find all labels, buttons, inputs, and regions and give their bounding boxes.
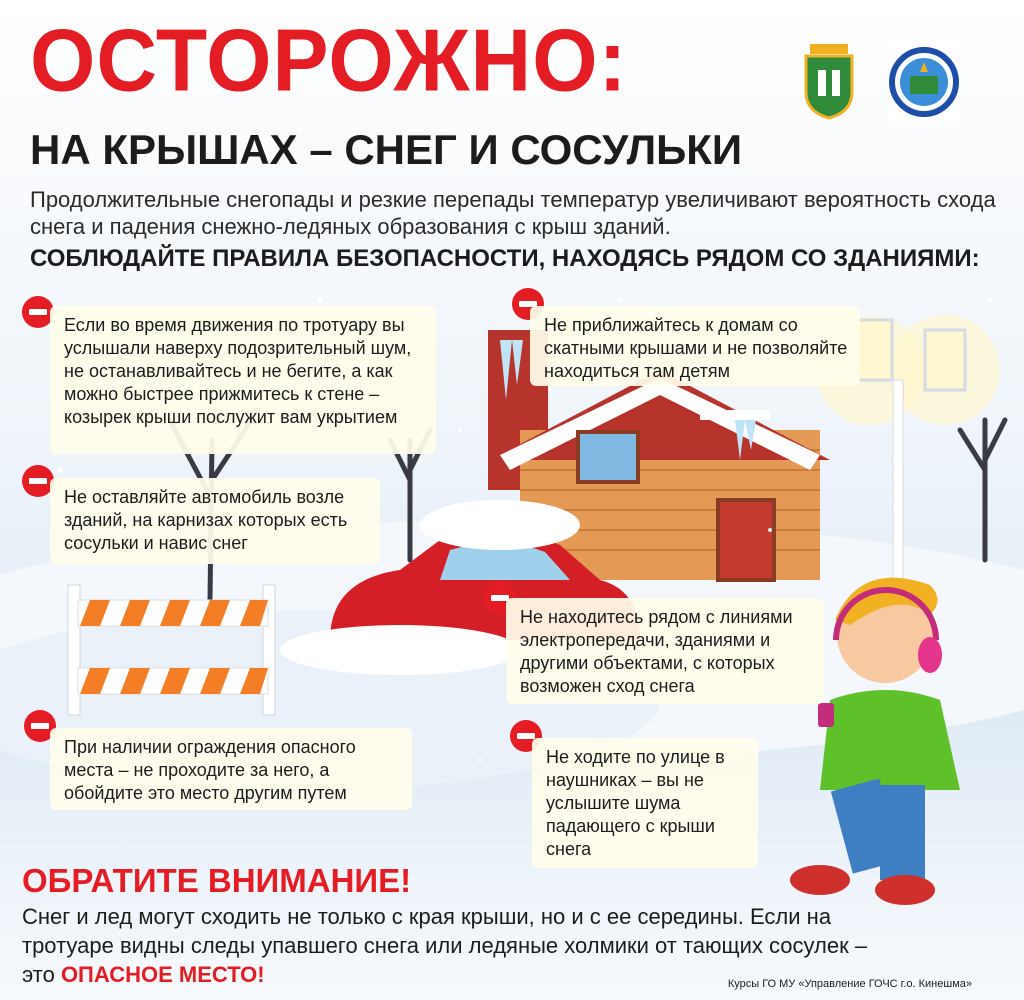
intro-paragraph: Продолжительные снегопады и резкие перепады температур увеличивают вероятность схода снега и падения снежно-ледяных образования с крыш зданий. (30, 187, 996, 239)
rule-text: При наличии ограждения опасного места – не проходите за него, а обойдите это место другим путем (64, 737, 356, 803)
rule-card-4 (506, 598, 824, 704)
rule-card-6 (532, 738, 758, 868)
rule-card-3 (50, 478, 380, 564)
rule-text: Не приближайтесь к домам со скатными крышами и не позволяйте находиться там детям (544, 315, 848, 381)
credit-line: Курсы ГО МУ «Управление ГОЧС г.о. Кинешма» (727, 978, 972, 990)
rule-card-2 (530, 306, 860, 386)
rules-heading: СОБЛЮДАЙТЕ ПРАВИЛА БЕЗОПАСНОСТИ, НАХОДЯСЬ РЯДОМ СО ЗДАНИЯМИ: (30, 245, 980, 272)
rule-text: Если во время движения по тротуару вы услышали наверху подозрительный шум, не останавливайтесь и не бегите, а как можно быстрее прижмитесь к стене – козырек крыши послужит вам укрытием (64, 315, 412, 427)
attention-heading: ОБРАТИТЕ ВНИМАНИЕ! (22, 862, 412, 899)
rule-card-5 (50, 728, 412, 810)
rule-card-1 (50, 306, 436, 454)
rule-text: Не оставляйте автомобиль возле зданий, на карнизах которых есть сосульки и навис снег (64, 487, 348, 553)
city-coat-of-arms-icon (800, 42, 858, 120)
page-title: ОСТОРОЖНО: (30, 10, 628, 110)
attention-text: Снег и лед могут сходить не только с края крыши, но и с ее середины. Если на тротуаре видны следы упавшего снега или ледяные холмики от тающих сосулек – это (22, 904, 868, 987)
attention-paragraph (22, 902, 882, 989)
page-subtitle: НА КРЫШАХ – СНЕГ И СОСУЛЬКИ (30, 126, 743, 173)
rule-text: Не ходите по улице в наушниках – вы не услышите шума падающего с крыши снега (546, 747, 725, 859)
civil-defense-emblem-icon (888, 42, 960, 122)
rule-text: Не находитесь рядом с линиями электропередачи, зданиями и другими объектами, с которых возможен сход снега (520, 607, 793, 696)
danger-place-label: ОПАСНОЕ МЕСТО! (60, 962, 265, 987)
